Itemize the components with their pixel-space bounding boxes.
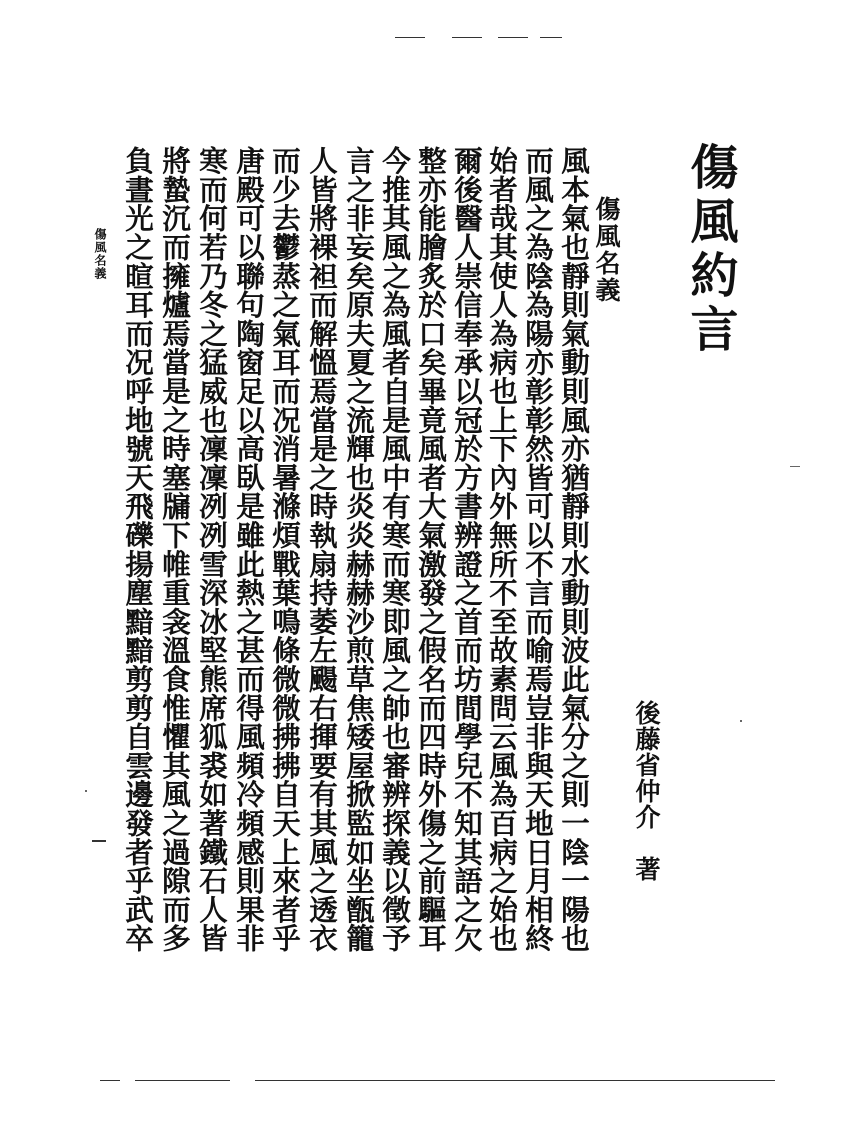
text-column: 爾後醫人崇信奉承以冠於方書辨證之首而坊間學兒不知其語之欠 [450, 146, 484, 953]
margin-mark [92, 840, 106, 842]
scan-artifact-line [255, 1080, 775, 1081]
scan-artifact-line [498, 37, 528, 38]
text-column: 人皆將裸袒而解慍焉當是之時執扇持萎左颺右揮要有其風之透衣 [305, 146, 339, 953]
document-title: 傷風約言 [682, 142, 738, 358]
text-column: 風本氣也靜則氣動則風亦猶靜則水動則波此氣分之則一陰一陽也 [557, 146, 591, 953]
text-column: 將蟄沉而擁爐焉當是之時塞牖下帷重衾溫食惟懼其風之過隙而多 [158, 146, 192, 953]
scan-artifact-line [452, 37, 482, 38]
text-column: 言之非妄矣原夫夏之流輝也炎炎赫赫沙煎草焦矮屋掀監如坐甑籠 [342, 146, 376, 953]
text-column: 而風之為陰為陽亦彰彰然皆可以不言而喻焉豈非與天地日月相終 [521, 146, 555, 953]
scan-artifact-line [135, 1080, 230, 1081]
text-column: 整亦能膾炙於口矣畢竟風者大氣激發之假名而四時外傷之前驅耳 [414, 146, 448, 953]
text-column: 而少去鬱蒸之氣耳而况消暑滌煩戰葉鳴條微微拂拂自天上來者乎 [268, 146, 302, 953]
section-heading: 傷風名義 [592, 196, 621, 304]
text-column: 始者哉其使人為病也上下內外無所不至故素問云風為百病之始也 [485, 146, 519, 953]
scan-artifact-line [100, 1080, 120, 1081]
text-column: 負晝光之暄耳而况呼地號天飛礫揚塵黯黯剪剪自雲邊發者乎武卒 [121, 146, 155, 953]
text-column: 今推其風之為風者自是風中有寒而寒即風之帥也審辨探義以徵予 [378, 146, 412, 953]
author-credit: 後藤省仲介 著 [632, 700, 661, 882]
scan-artifact-speck [85, 790, 87, 792]
scan-artifact-line [395, 37, 425, 38]
scan-artifact-speck [740, 720, 742, 722]
scan-artifact-speck [790, 466, 800, 467]
text-column: 寒而何若乃冬之猛威也凜凜冽冽雪深冰堅熊席狐裘如著鐵石人皆 [195, 146, 229, 953]
margin-footer: 傷風名義 [93, 228, 107, 280]
scan-artifact-line [540, 37, 562, 38]
text-column: 唐殿可以聯句陶窗足以高臥是雖此熱之甚而得風頻冷頻感則果非 [232, 146, 266, 953]
